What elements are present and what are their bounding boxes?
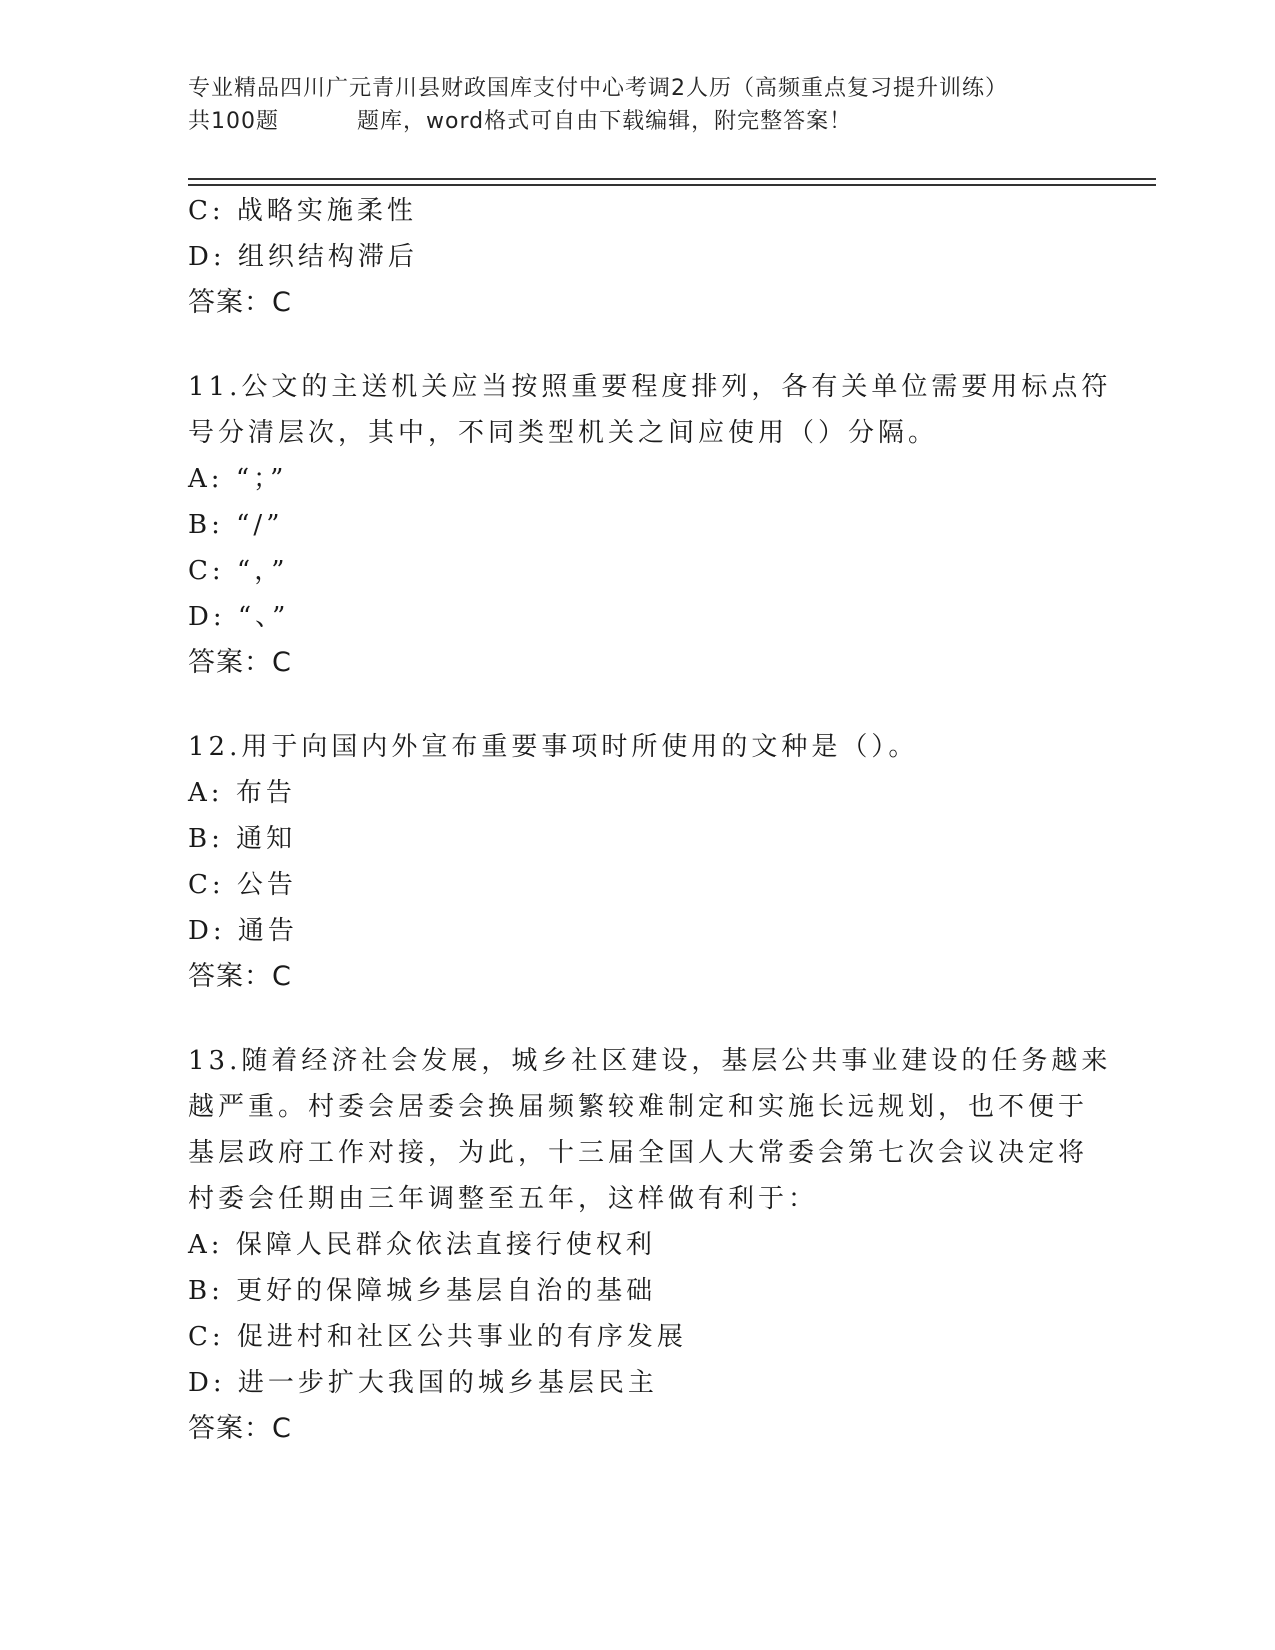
- question-line: 村委会任期由三年调整至五年，这样做有利于：: [188, 1184, 819, 1214]
- option-b: [188, 502, 1088, 548]
- question-stem: [188, 1038, 1112, 1222]
- header-description: 题库，word格式可自由下载编辑，附完整答案！: [357, 109, 853, 134]
- option-c: [188, 1314, 1088, 1360]
- option-text: 通知: [236, 824, 297, 854]
- question-line: 号分清层次，其中，不同类型机关之间应使用（）分隔。: [188, 418, 939, 448]
- option-b: [188, 816, 1088, 862]
- question-11: [188, 364, 1112, 686]
- question-content: [188, 188, 1112, 1452]
- option-label: D:: [188, 602, 226, 632]
- header-subtitle: [188, 105, 1088, 138]
- option-text: “/”: [236, 510, 284, 540]
- option-text: 保障人民群众依法直接行使权利: [235, 1230, 656, 1260]
- option-d: [188, 234, 1088, 280]
- option-text: 组织结构滞后: [237, 242, 418, 272]
- question-line: 11.公文的主送机关应当按照重要程度排列，各有关单位需要用标点符: [188, 372, 1112, 402]
- option-text: “、”: [237, 602, 290, 632]
- header-rule-bottom: [188, 184, 1156, 186]
- question-line: 基层政府工作对接，为此，十三届全国人大常委会第七次会议决定将: [188, 1138, 1089, 1168]
- option-label: B:: [188, 824, 224, 854]
- option-c: [188, 548, 1088, 594]
- answer-line: 答案：C: [188, 961, 292, 992]
- option-label: A:: [188, 778, 224, 808]
- question-12: [188, 724, 1088, 1000]
- option-text: 促进村和社区公共事业的有序发展: [236, 1322, 687, 1352]
- option-c: [188, 188, 1088, 234]
- option-text: “，”: [236, 556, 289, 586]
- option-text: 战略实施柔性: [236, 196, 417, 226]
- option-label: C:: [188, 870, 225, 900]
- page-header: [188, 72, 1088, 138]
- question-stem: [188, 724, 1088, 770]
- option-text: 进一步扩大我国的城乡基层民主: [237, 1368, 658, 1398]
- option-label: A:: [188, 1230, 224, 1260]
- answer-line: 答案：C: [188, 287, 292, 318]
- answer-line: 答案：C: [188, 1413, 292, 1444]
- header-count: 共100题: [188, 109, 279, 134]
- option-label: D:: [188, 242, 226, 272]
- option-label: C:: [188, 196, 225, 226]
- option-d: [188, 594, 1088, 640]
- option-a: [188, 770, 1088, 816]
- header-title: 专业精品四川广元青川县财政国库支付中心考调2人历（高频重点复习提升训练）: [188, 76, 1008, 101]
- option-b: [188, 1268, 1088, 1314]
- question-line: 越严重。村委会居委会换届频繁较难制定和实施长远规划，也不便于: [188, 1092, 1089, 1122]
- header-rule-top: [188, 178, 1156, 180]
- option-text: 公告: [236, 870, 297, 900]
- option-label: B:: [188, 1276, 224, 1306]
- question-13: [188, 1038, 1112, 1452]
- option-text: 布告: [235, 778, 296, 808]
- option-text: 更好的保障城乡基层自治的基础: [236, 1276, 657, 1306]
- option-text: 通告: [237, 916, 298, 946]
- option-label: D:: [188, 916, 226, 946]
- question-line: 12.用于向国内外宣布重要事项时所使用的文种是（）。: [188, 732, 919, 762]
- option-text: “；”: [235, 464, 288, 494]
- option-label: B:: [188, 510, 224, 540]
- option-label: C:: [188, 556, 225, 586]
- option-a: [188, 1222, 1088, 1268]
- option-label: C:: [188, 1322, 225, 1352]
- option-label: D:: [188, 1368, 226, 1398]
- answer-line: 答案：C: [188, 647, 292, 678]
- option-d: [188, 1360, 1088, 1406]
- option-label: A:: [188, 464, 224, 494]
- question-line: 13.随着经济社会发展，城乡社区建设，基层公共事业建设的任务越来: [188, 1046, 1112, 1076]
- option-a: [188, 456, 1088, 502]
- option-c: [188, 862, 1088, 908]
- previous-question-block: [188, 188, 1088, 326]
- question-stem: [188, 364, 1112, 456]
- option-d: [188, 908, 1088, 954]
